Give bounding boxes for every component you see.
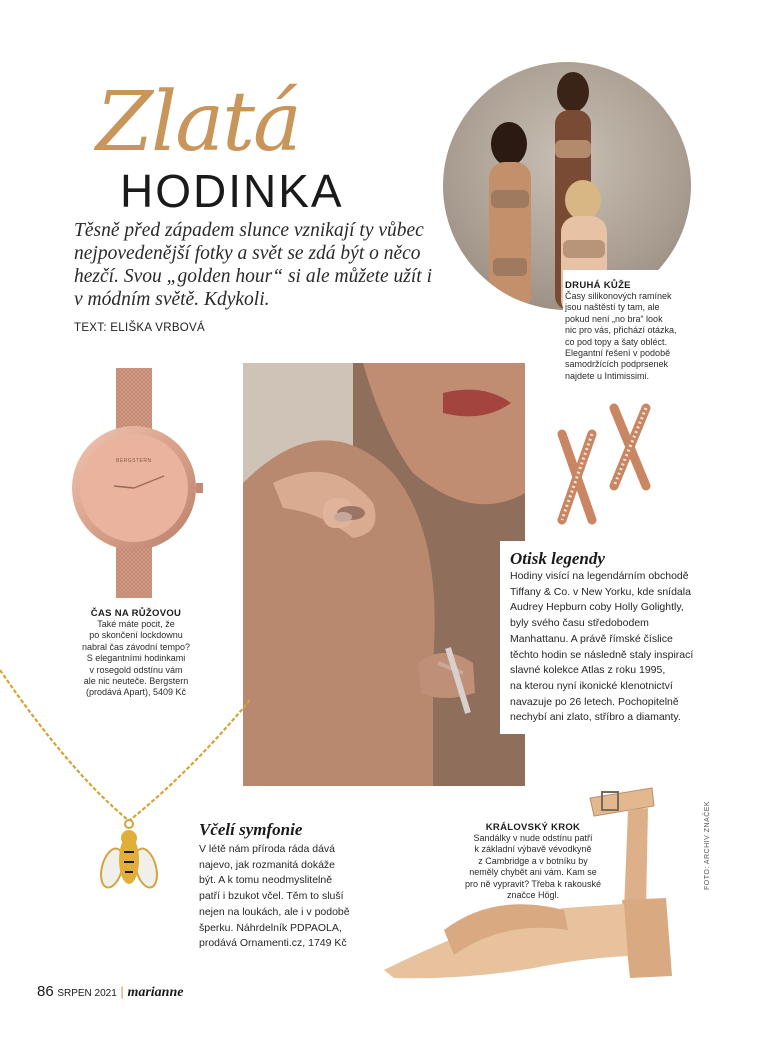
section-body: Hodiny visící na legendárním obchodě Tiffany & Co. v New Yorku, kde snídala Audrey Hepburn coby Holly Golightly, byly svého času středobodem Manhattanu. A právě římské číslice těchto hodin se následně staly inspirací slavné kolekce Atlas z roku 1995, na kterou nyní ikonické klenotnictví navazuje po 26 letech. Pochopitelně nechybí ani zlato, stříbro a diamanty.	[510, 570, 694, 724]
section-vceli-symfonie	[199, 820, 389, 952]
footer-separator: |	[120, 984, 124, 999]
issue-date: SRPEN 2021	[57, 988, 117, 999]
caption-body: Časy silikonových ramínek jsou naštěstí ty tam, ale pokud není „no bra“ look nic pro vás, přichází otázka, co pod topy a šaty obléct. Elegantní řešení v podobě samodržících podprsenek najdete u Intimissimi.	[565, 291, 677, 381]
caption-title: DRUHÁ KŮŽE	[565, 280, 631, 291]
caption-body: Také máte pocit, že po skončení lockdownu nabral čas závodní tempo? S elegantními hodinkami v rosegold odstínu vám ale nic neuteče. Bergstern (prodává Apart), 5409 Kč	[81, 619, 191, 698]
magazine-brand: marianne	[127, 985, 184, 1000]
x-earrings-image	[552, 400, 662, 528]
byline: TEXT: ELIŠKA VRBOVÁ	[74, 322, 205, 334]
section-title: Včelí symfonie	[199, 820, 303, 839]
headline-main: HODINKA	[120, 165, 344, 217]
section-body: V létě nám příroda ráda dává najevo, jak rozmanitá dokáže být. A k tomu neodmyslitelně patří i bzukot včel. Těm to sluší nejen na loukách, ale i v podobě šperku. Náhrdelník PDPAOLA, prodává Ornamenti.cz, 1749 Kč	[199, 843, 350, 950]
page-footer	[37, 983, 183, 1001]
page-number: 86	[37, 983, 54, 1000]
caption-title: ČAS NA RŮŽOVOU	[90, 608, 182, 619]
jewelry-model-photo	[243, 363, 525, 786]
caption-druha-kuze	[563, 270, 691, 384]
headline-script: Zlatá	[96, 75, 300, 170]
rose-gold-watch-image	[64, 368, 204, 600]
photo-credit: FOTO: ARCHIV ZNAČEK	[704, 800, 711, 890]
lede-paragraph: Těsně před západem slunce vznikají ty vůbec nejpovedenější fotky a svět se zdá být o něco hezčí. Svou „golden hour“ si ale můžete užít i v módním světě. Kdykoli.	[74, 220, 433, 310]
caption-body: Sandálky v nude odstínu patří k základní výbavě vévodkyně z Cambridge a v botníku by neměly chybět ani vám. Kam se pro ně vypravit? Třeba k rakouské značce Högl.	[465, 833, 601, 901]
caption-title: KRÁLOVSKÝ KROK	[485, 822, 581, 833]
nude-sandal-image	[384, 780, 684, 980]
watch-brand-text: BERGSTERN	[116, 458, 152, 464]
section-otisk-legendy	[500, 541, 720, 734]
section-title: Otisk legendy	[510, 549, 605, 568]
